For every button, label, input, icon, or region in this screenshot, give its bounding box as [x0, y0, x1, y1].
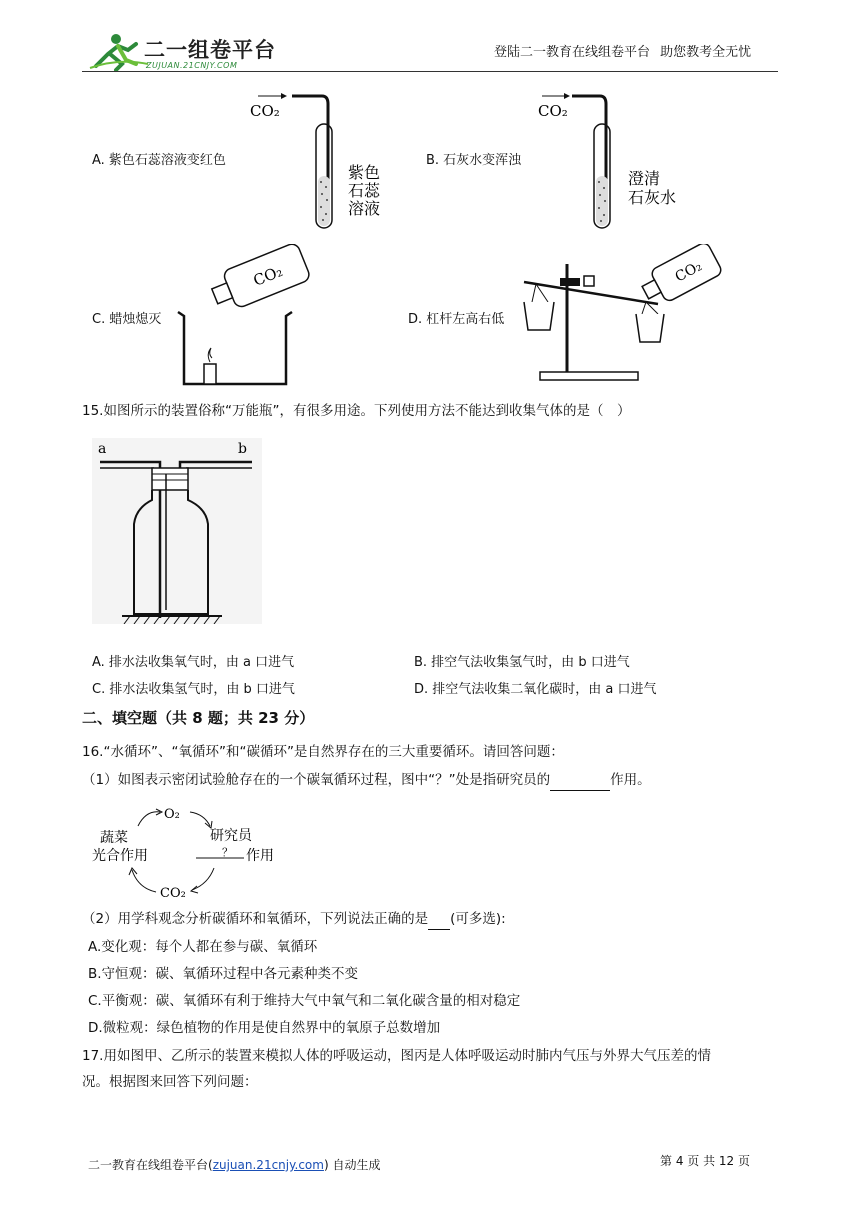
- q16-part1: [82, 770, 651, 791]
- q17-line-2: 况。根据图来回答下列问题：: [82, 1074, 258, 1090]
- q16-stem: 16.“水循环”、“氧循环”和“碳循环”是自然界存在的三大重要循环。请回答问题：: [82, 744, 564, 760]
- carbon-oxygen-cycle-diagram: [86, 800, 296, 904]
- q16-choice-b[interactable]: B.守恒观：碳、氧循环过程中各元素种类不变: [88, 966, 359, 982]
- q15-option-c[interactable]: C. 排水法收集氢气时，由 b 口进气: [92, 682, 295, 697]
- section-title: 二、填空题（共 8 题；共 23 分）: [82, 709, 315, 727]
- diag-right2: 作用: [246, 848, 274, 864]
- diag-right1: 研究员: [210, 828, 252, 844]
- footer-before: 二一教育在线组卷平台(: [88, 1158, 213, 1172]
- q14-figure-c: [170, 244, 330, 390]
- q14-option-c[interactable]: C. 蜡烛熄灭: [92, 312, 162, 327]
- q16-choice-c[interactable]: C.平衡观：碳、氧循环有利于维持大气中氧气和二氧化碳含量的相对稳定: [88, 993, 521, 1009]
- fig-a-co2: CO₂: [250, 102, 280, 120]
- footer-link[interactable]: zujuan.21cnjy.com: [212, 1158, 324, 1172]
- q17-line-1: 17.用如图甲、乙所示的装置来模拟人体的呼吸运动，图丙是人体呼吸运动时肺内气压与外界大气压差的情: [82, 1048, 711, 1064]
- fig-15-a: a: [98, 441, 107, 457]
- q15-bottle-figure: [92, 438, 262, 624]
- fig-a-side-2: 石蕊: [348, 181, 381, 200]
- header-slogan: 登陆二一教育在线组卷平台 助您教考全无忧: [494, 45, 752, 60]
- q15-stem: 15.如图所示的装置俗称“万能瓶”，有很多用途。下列使用方法不能达到收集气体的是（ ）: [82, 403, 631, 419]
- logo-text: 二一组卷平台: [144, 38, 276, 62]
- fig-c-co2: CO₂: [250, 262, 286, 290]
- fig-a-side-3: 溶液: [348, 199, 381, 218]
- fig-a-side-1: 紫色: [348, 163, 381, 182]
- page-number: 第 4 页 共 12 页: [660, 1154, 750, 1168]
- q16-choice-a[interactable]: A.变化观：每个人都在参与碳、氧循环: [88, 939, 318, 955]
- diag-question: ？: [222, 846, 233, 859]
- q16-blank-1[interactable]: [550, 770, 610, 791]
- q14-figure-b: [530, 86, 690, 236]
- q16-choice-d[interactable]: D.微粒观：绿色植物的作用是使自然界中的氧原子总数增加: [88, 1020, 441, 1036]
- footer-source: [88, 1156, 380, 1173]
- site-logo[interactable]: [88, 30, 288, 74]
- diag-o2: O₂: [164, 807, 180, 822]
- q16-part2-before: （2）用学科观念分析碳循环和氧循环，下列说法正确的是: [82, 911, 429, 927]
- diag-left1: 蔬菜: [100, 830, 128, 846]
- fig-b-side-1: 澄清: [628, 169, 661, 188]
- footer-after: ) 自动生成: [323, 1158, 381, 1172]
- q16-blank-2[interactable]: [428, 909, 450, 930]
- q16-part2: [82, 909, 506, 930]
- diag-left2: 光合作用: [92, 848, 148, 864]
- diag-co2: CO₂: [160, 886, 186, 901]
- q14-option-a[interactable]: A. 紫色石蕊溶液变红色: [92, 153, 226, 168]
- q16-part1-after: 作用。: [610, 772, 651, 788]
- q14-figure-d: [518, 244, 728, 390]
- q14-figure-a: [240, 86, 400, 236]
- q15-option-b[interactable]: B. 排空气法收集氢气时，由 b 口进气: [414, 655, 630, 670]
- fig-b-side-2: 石灰水: [628, 188, 677, 207]
- q15-option-a[interactable]: A. 排水法收集氧气时，由 a 口进气: [92, 655, 295, 670]
- header-rule: [82, 71, 778, 72]
- fig-d-co2: CO₂: [672, 258, 705, 286]
- q16-part2-after: (可多选):: [450, 911, 506, 927]
- logo-subtext: ZUJUAN.21CNJY.COM: [146, 61, 238, 70]
- q15-option-d[interactable]: D. 排空气法收集二氧化碳时，由 a 口进气: [414, 682, 657, 697]
- fig-15-b: b: [238, 441, 247, 457]
- q14-option-b[interactable]: B. 石灰水变浑浊: [426, 153, 522, 168]
- q14-option-d[interactable]: D. 杠杆左高右低: [408, 312, 505, 327]
- fig-b-co2: CO₂: [538, 102, 568, 120]
- q16-part1-before: （1）如图表示密闭试验舱存在的一个碳氧循环过程，图中“？”处是指研究员的: [82, 772, 551, 788]
